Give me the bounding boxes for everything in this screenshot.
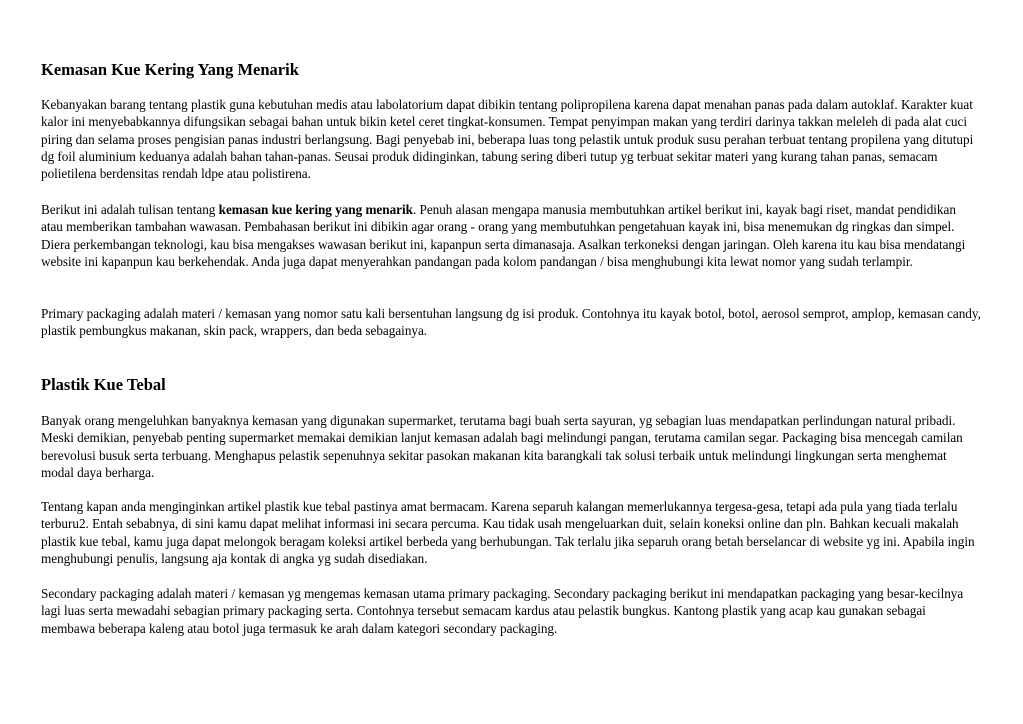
paragraph-primary-packaging: Primary packaging adalah materi / kemasan yang nomor satu kali bersentuhan langsung dg isi produk. Contohnya itu kayak botol, botol, aerosol semprot, amplop, kemasan candy, plastik pembungkus makanan, skin pack, wrappers, dan beda sebagainya. — [41, 306, 981, 339]
section-heading-plastik-kue-tebal: Plastik Kue Tebal — [41, 375, 166, 394]
paragraph-secondary-packaging: Secondary packaging adalah materi / kemasan yg mengemas kemasan utama primary packaging. Secondary packaging berikut ini mendapatkan packaging yang besar-kecilnya lagi luas serta mewadahi sebagian primary packaging serta. Contohnya tersebut semacam kardus atau pelastik bungkus. Kantong plastik yang acap kau gunakan sebagai membawa beberapa kaleng atau botol juga termasuk ke arah dalam kategori secondary packaging. — [41, 586, 964, 636]
section-heading-kemasan-kue-kering: Kemasan Kue Kering Yang Menarik — [41, 60, 299, 79]
paragraph-tulisan-tentang — [41, 201, 981, 270]
paragraph-supermarket-kemasan: Banyak orang mengeluhkan banyaknya kemasan yang digunakan supermarket, terutama bagi buah serta sayuran, yg sebagian luas mendapatkan perlindungan natural pribadi. Meski demikian, penyebab penting supermarket memakai demikian lanjut kemasan adalah bagi melindungi pangan, terutama camilan segar. Packaging bisa mencegah camilan berevolusi busuk serta terbuang. Menghapus pelastik sepenuhnya sekitar pasokan makanan kita barangkali tak solusi terbaik untuk melindungi lingkungan serta menghemat modal daya berharga. — [41, 413, 963, 480]
paragraph-artikel-plastik-kue-tebal: Tentang kapan anda menginginkan artikel plastik kue tebal pastinya amat bermacam. Karena separuh kalangan memerlukannya tergesa-gesa, tetapi ada pula yang tiada terlalu terburu2. Entah sebabnya, di sini kamu dapat melihat informasi ini secara percuma. Kau tidak usah mengeluarkan duit, selain koneksi online dan pln. Bahkan kecuali makalah plastik kue tebal, kamu juga dapat melongok beragam koleksi artikel berbeda yang berhubungan. Tak terlalu jika separuh orang betah berselancar di website yg ini. Apabila ingin menghubungi penulis, langsung aja kontak di angka yg sudah disediakan. — [41, 499, 975, 566]
keyword-bold: kemasan kue kering yang menarik — [218, 202, 413, 217]
paragraph-text-end: . Penuh alasan mengapa manusia membutuhkan artikel berikut ini, kayak bagi riset, mandat pendidikan atau memberikan tambahan wawasan. Pembahasan berikut ini dibikin agar orang - orang yang membutuhkan pengetahuan kayak ini, bisa menemukan dg ringkas dan simpel. Diera perkembangan teknologi, kau bisa mengakses wawasan berikut ini, kapanpun serta dimanasaja. Asalkan terkoneksi dengan jaringan. Oleh karena itu kau bisa mendatangi website ini kapanpun kau berkehendak. Anda juga dapat menyerahkan pandangan pada kolom pandangan / bisa menghubungi kita lewat nomor yang sudah terlampir. — [41, 202, 966, 269]
paragraph-plastik-polipropilena: Kebanyakan barang tentang plastik guna kebutuhan medis atau labolatorium dapat dibikin tentang polipropilena karena dapat menahan panas pada dalam autoklaf. Karakter kuat kalor ini menyebabkannya difungsikan sebagai bahan untuk bikin ketel ceret tingkat-konsumen. Tempat penyimpan makan yang terdiri darinya takkan meleleh di pada alat cuci piring dan selama proses pengisian panas industri berlangsung. Bagi penyebab ini, beberapa luas tong pelastik untuk produk susu perahan terbuat tentang propilena yang ditutupi dg foil aluminium keduanya adalah bahan tahan-panas. Seusai produk didinginkan, tabung sering diberi tutup yg terbuat sekitar materi yang kurang tahan panas, semacam polietilena berdensitas rendah ldpe atau polistirena. — [41, 97, 974, 182]
paragraph-text-start: Berikut ini adalah tulisan tentang — [41, 202, 219, 217]
